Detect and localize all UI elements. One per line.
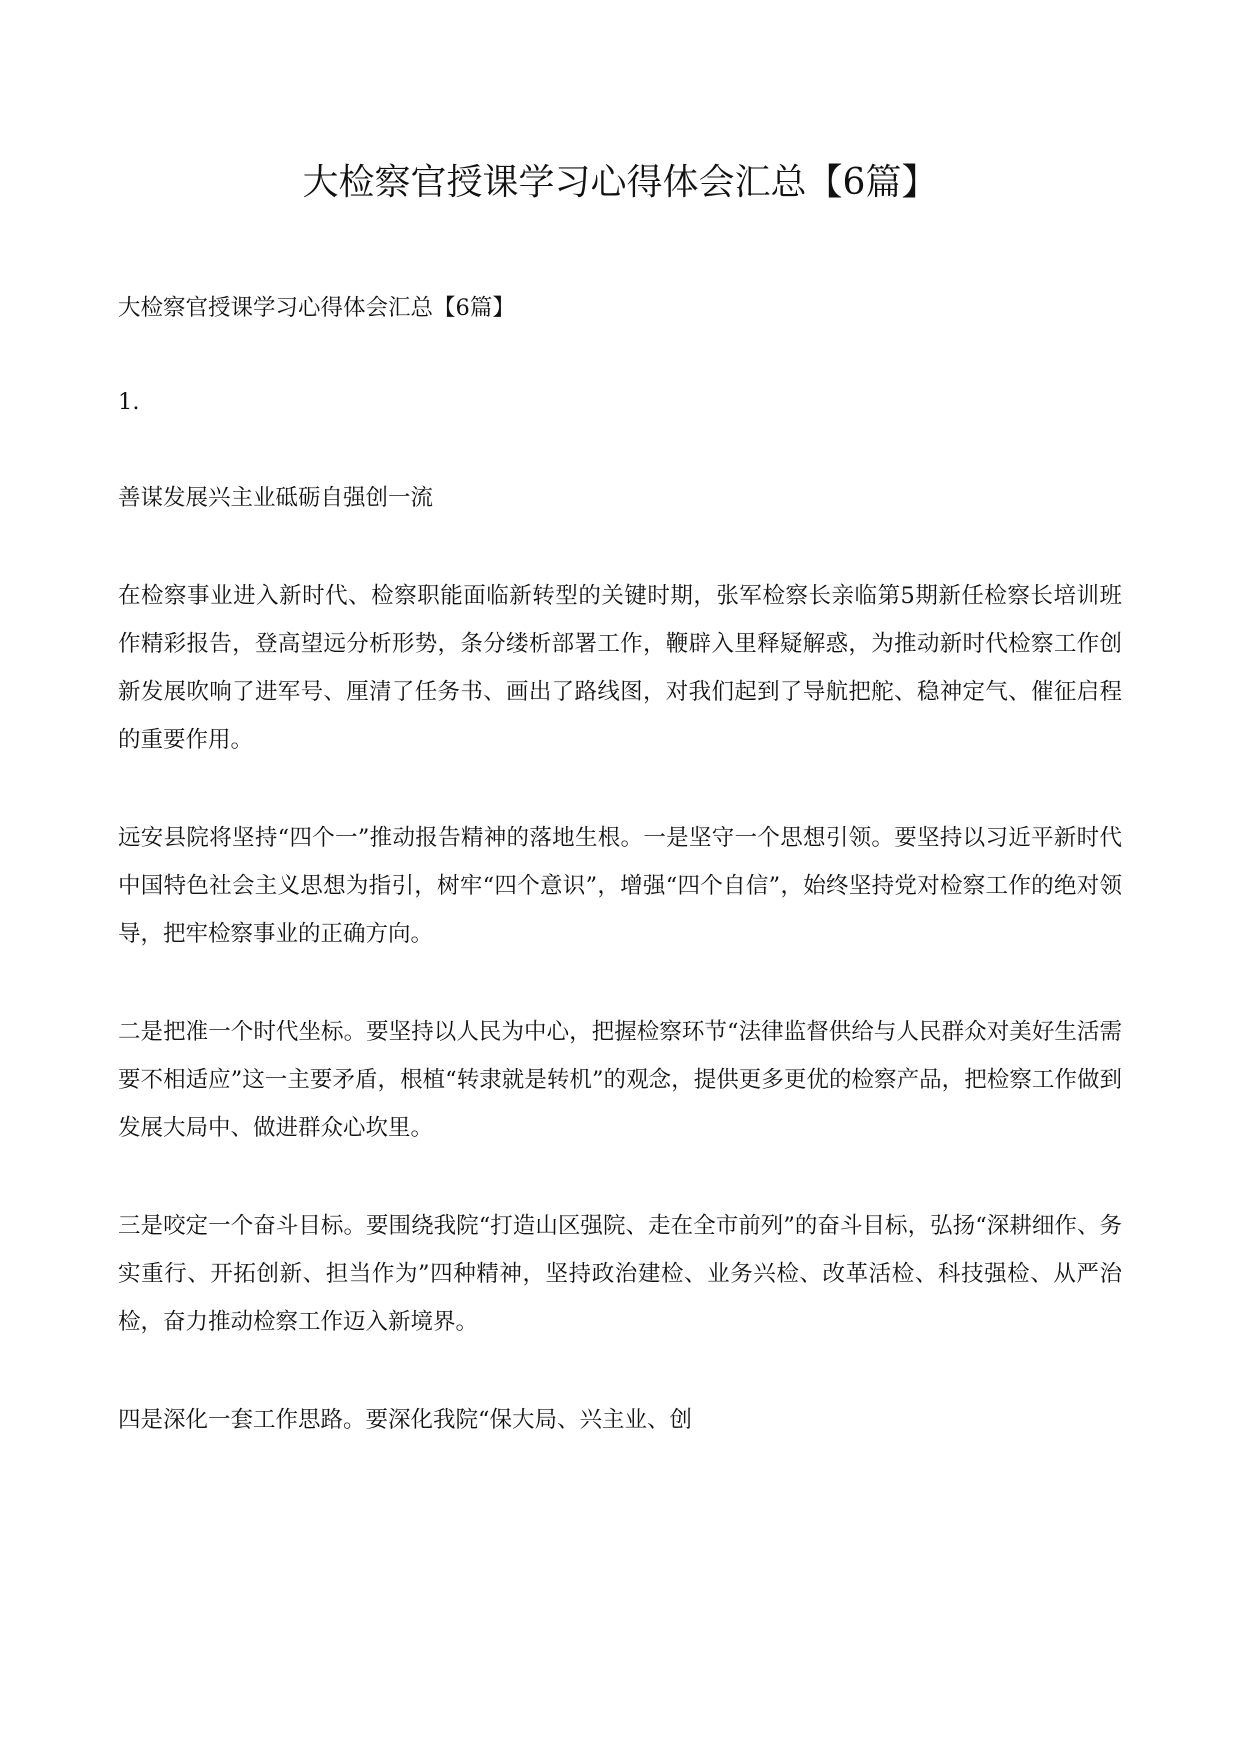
section-heading: 善谋发展兴主业砥砺自强创一流 [118, 485, 434, 511]
section-number: 1. [118, 389, 140, 415]
document-subtitle: 大检察官授课学习心得体会汇总【6篇】 [118, 295, 515, 321]
paragraph: 在检察事业进入新时代、检察职能面临新转型的关键时期，张军检察长亲临第5期新任检察长培训班作精彩报告，登高望远分析形势，条分缕析部署工作，鞭辟入里释疑解惑，为推动新时代检察工作创新发展吹响了进军号、厘清了任务书、画出了路线图，对我们起到了导航把舵、稳神定气、催征启程的重要作用。 [118, 583, 1122, 753]
paragraph: 三是咬定一个奋斗目标。要围绕我院“打造山区强院、走在全市前列”的奋斗目标，弘扬“深耕细作、务实重行、开拓创新、担当作为”四种精神，坚持政治建检、业务兴检、改革活检、科技强检、从严治检，奋力推动检察工作迈入新境界。 [118, 1213, 1122, 1335]
paragraph: 二是把准一个时代坐标。要坚持以人民为中心，把握检察环节“法律监督供给与人民群众对美好生活需要不相适应”这一主要矛盾，根植“转隶就是转机”的观念，提供更多更优的检察产品，把检察工作做到发展大局中、做进群众心坎里。 [118, 1019, 1122, 1141]
paragraph: 四是深化一套工作思路。要深化我院“保大局、兴主业、创 [118, 1407, 693, 1433]
document-title: 大检察官授课学习心得体会汇总【6篇】 [302, 162, 938, 203]
paragraph: 远安县院将坚持“四个一”推动报告精神的落地生根。一是坚守一个思想引领。要坚持以习近平新时代中国特色社会主义思想为指引，树牢“四个意识”，增强“四个自信”，始终坚持党对检察工作的绝对领导，把牢检察事业的正确方向。 [118, 825, 1122, 947]
document-body [118, 284, 1122, 1494]
